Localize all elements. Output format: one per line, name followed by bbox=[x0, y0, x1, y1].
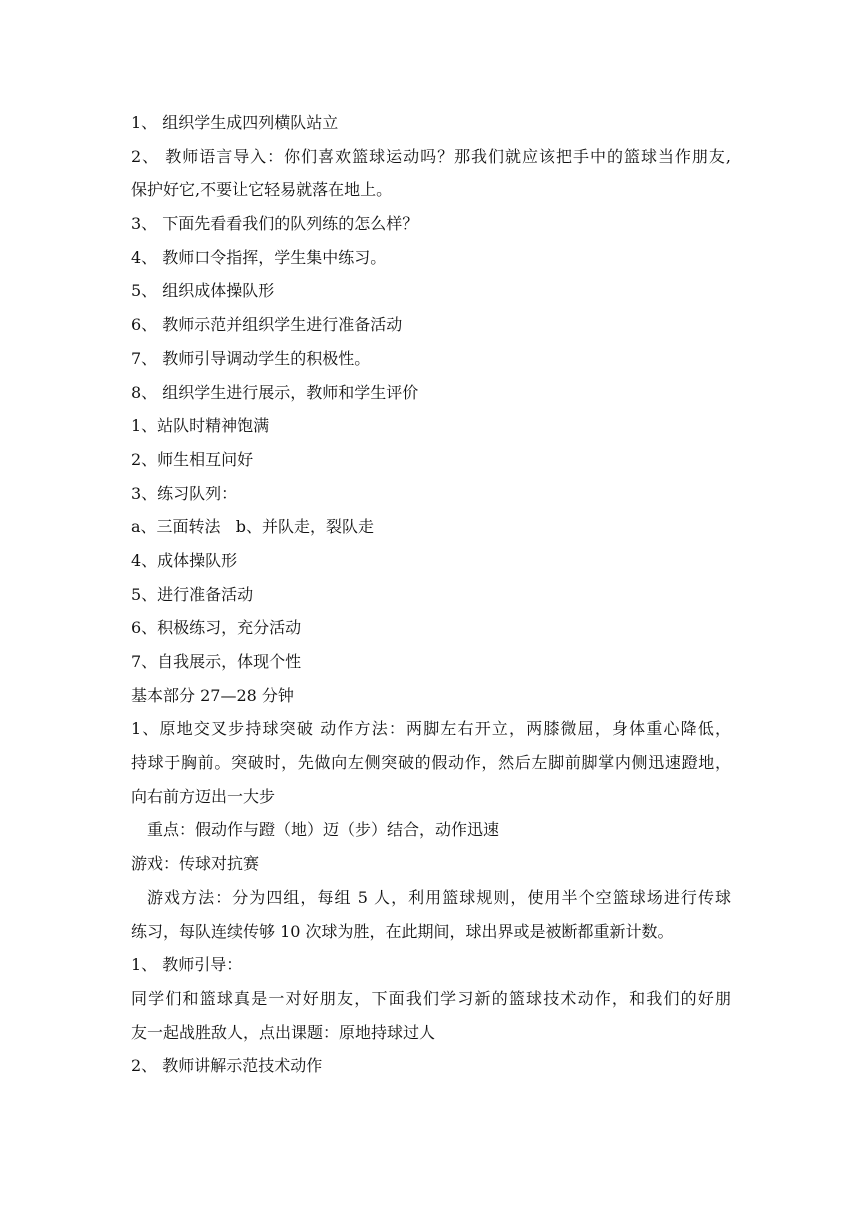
text-line: 3、练习队列： bbox=[131, 483, 238, 503]
text-line: 5、 组织成体操队形 bbox=[131, 281, 275, 301]
text-line: 5、进行准备活动 bbox=[131, 584, 254, 604]
text-line: 6、 教师示范并组织学生进行准备活动 bbox=[131, 315, 403, 335]
text-line: 1、 组织学生成四列横队站立 bbox=[131, 113, 339, 132]
text-line: 7、自我展示，体现个性 bbox=[131, 652, 302, 671]
text-line: 游戏：传球对抗赛 bbox=[131, 854, 260, 874]
text-line: 练习，每队连续传够 10 次球为胜，在此期间，球出界或是被断都重新计数。 bbox=[131, 921, 674, 941]
text-line: 持球于胸前。突破时，先做向左侧突破的假动作，然后左脚前脚掌内侧迅速蹬地， bbox=[131, 753, 731, 773]
section-heading: 基本部分 27—28 分钟 bbox=[131, 685, 294, 705]
text-line: 同学们和篮球真是一对好朋友，下面我们学习新的篮球技术动作，和我们的好朋 bbox=[131, 988, 731, 1008]
text-line: 向右前方迈出一大步 bbox=[131, 786, 276, 806]
text-line: 4、成体操队形 bbox=[131, 550, 238, 570]
text-line: 7、 教师引导调动学生的积极性。 bbox=[131, 348, 371, 368]
text-line: 重点：假动作与蹬（地）迈（步）结合，动作迅速 bbox=[147, 820, 500, 840]
text-line: 4、 教师口令指挥，学生集中练习。 bbox=[131, 247, 387, 267]
text-line: 2、师生相互问好 bbox=[131, 449, 254, 469]
text-line: 1、站队时精神饱满 bbox=[131, 416, 270, 436]
text-line: 3、 下面先看看我们的队列练的怎么样？ bbox=[131, 214, 419, 234]
text-line: 1、原地交叉步持球突破 动作方法：两脚左右开立，两膝微屈，身体重心降低， bbox=[131, 719, 731, 739]
text-line: 6、积极练习，充分活动 bbox=[131, 618, 302, 638]
text-line: 2、 教师语言导入：你们喜欢篮球运动吗？那我们就应该把手中的篮球当作朋友, bbox=[131, 146, 731, 166]
text-line: a、三面转法 b、并队走，裂队走 bbox=[131, 517, 375, 537]
text-line: 保护好它,不要让它轻易就落在地上。 bbox=[131, 180, 393, 200]
text-line: 游戏方法：分为四组，每组 5 人，利用篮球规则，使用半个空篮球场进行传球 bbox=[147, 887, 731, 907]
text-line: 2、 教师讲解示范技术动作 bbox=[131, 1056, 323, 1076]
text-line: 8、 组织学生进行展示，教师和学生评价 bbox=[131, 382, 419, 402]
document-body bbox=[131, 108, 731, 1085]
text-line: 友一起战胜敌人，点出课题：原地持球过人 bbox=[131, 1022, 436, 1042]
text-line: 1、 教师引导： bbox=[131, 955, 243, 975]
